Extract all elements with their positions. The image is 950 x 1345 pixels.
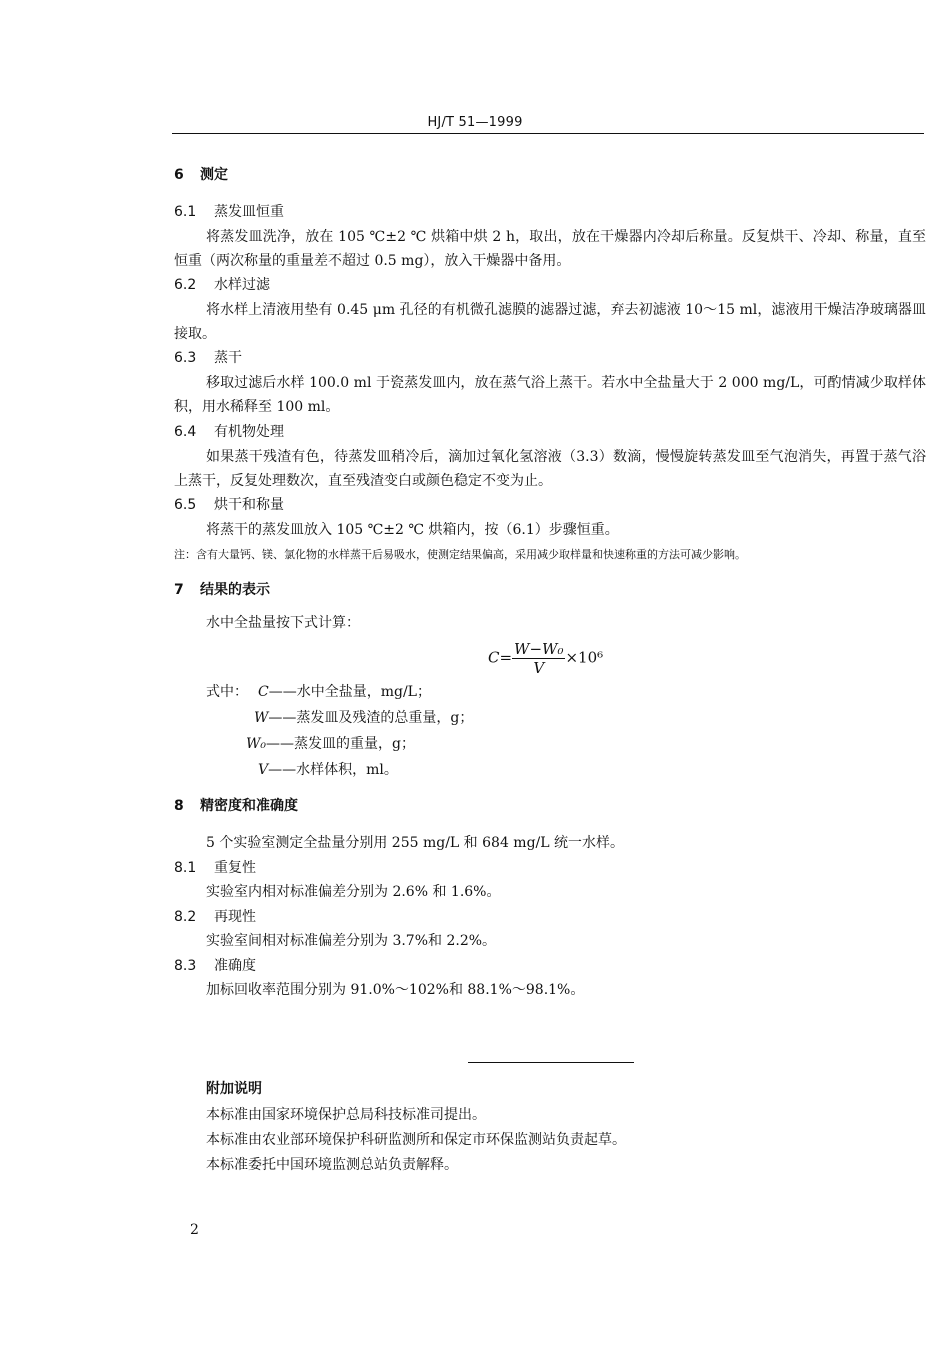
subsection-number: 6.1 [174, 204, 197, 220]
def-desc: ——水中全盐量，mg/L； [268, 684, 431, 700]
section-number: 6 [174, 167, 184, 183]
subsection-title: 水样过滤 [214, 277, 270, 293]
def-symbol: W [254, 710, 269, 726]
subsection-6-4-heading [174, 421, 284, 441]
subsection-title: 准确度 [214, 958, 256, 974]
paragraph-6-3: 移取过滤后水样 100.0 ml 于瓷蒸发皿内，放在蒸气浴上蒸干。若水中全盐量大于 2 000 mg/L，可酌情减少取样体积，用水稀释至 100 ml。 [174, 375, 926, 415]
section-number: 8 [174, 798, 184, 814]
subsection-8-2-heading [174, 906, 256, 926]
subsection-6-1-heading [174, 201, 284, 221]
def-row [258, 759, 398, 779]
appendix-line: 本标准由国家环境保护总局科技标准司提出。 [206, 1107, 486, 1123]
subsection-number: 8.1 [174, 860, 197, 876]
subsection-title: 再现性 [214, 909, 256, 925]
paragraph-8-3: 加标回收率范围分别为 91.0%～102%和 88.1%～98.1%。 [206, 982, 585, 998]
paragraph-8-1: 实验室内相对标准偏差分别为 2.6% 和 1.6%。 [206, 884, 501, 900]
subsection-number: 8.2 [174, 909, 197, 925]
appendix-title: 附加说明 [206, 1081, 262, 1097]
def-desc: ——蒸发皿及残渣的总重量，g； [268, 710, 474, 726]
def-symbol: C [258, 684, 269, 700]
subsection-6-5-heading [174, 494, 284, 514]
subsection-number: 6.4 [174, 424, 197, 440]
page-number: 2 [190, 1222, 199, 1238]
section-title: 测定 [200, 167, 228, 183]
paragraph-6-2: 将水样上清液用垫有 0.45 μm 孔径的有机微孔滤膜的滤器过滤，弃去初滤液 10～15 ml，滤液用干燥洁净玻璃器皿接取。 [174, 302, 926, 342]
subsection-8-1-heading [174, 857, 256, 877]
paragraph-8-2: 实验室间相对标准偏差分别为 3.7%和 2.2%。 [206, 933, 497, 949]
formula-tail: ×10⁶ [565, 648, 604, 667]
note-6-5: 注：含有大量钙、镁、氯化物的水样蒸干后易吸水，使测定结果偏高，采用减少取样量和快速称重的方法可减少影响。 [174, 548, 746, 561]
appendix-line: 本标准由农业部环境保护科研监测所和保定市环保监测站负责起草。 [206, 1132, 626, 1148]
section-number: 7 [174, 582, 184, 598]
subsection-6-3-heading [174, 347, 242, 367]
def-symbol: V [258, 762, 269, 778]
subsection-number: 6.3 [174, 350, 197, 366]
section-7-heading [174, 579, 270, 599]
formula-numerator: W−W₀ [514, 640, 564, 658]
defs-prefix: 式中： [206, 684, 248, 700]
def-symbol: W₀ [246, 736, 267, 752]
formula-lhs: C= [488, 648, 513, 667]
subsection-title: 烘干和称量 [214, 497, 284, 513]
subsection-title: 蒸干 [214, 350, 242, 366]
formula-denominator: V [533, 659, 545, 677]
paragraph-6-5: 将蒸干的蒸发皿放入 105 ℃±2 ℃ 烘箱内，按（6.1）步骤恒重。 [206, 522, 619, 538]
subsection-title: 有机物处理 [214, 424, 284, 440]
def-row [258, 681, 431, 701]
subsection-number: 6.2 [174, 277, 197, 293]
subsection-title: 重复性 [214, 860, 256, 876]
subsection-title: 蒸发皿恒重 [214, 204, 284, 220]
formula-fraction [512, 640, 565, 677]
formula-intro: 水中全盐量按下式计算： [206, 615, 360, 631]
section-8-intro: 5 个实验室测定全盐量分别用 255 mg/L 和 684 mg/L 统一水样。 [206, 835, 625, 851]
paragraph-6-1: 将蒸发皿洗净，放在 105 ℃±2 ℃ 烘箱中烘 2 h，取出，放在干燥器内冷却后称量。反复烘干、冷却、称量，直至恒重（两次称量的重量差不超过 0.5 mg），放入干燥器中备用。 [174, 229, 926, 269]
def-desc: ——水样体积，ml。 [268, 762, 398, 778]
def-desc: ——蒸发皿的重量，g； [266, 736, 415, 752]
header-rule [172, 133, 924, 134]
section-title: 结果的表示 [200, 582, 270, 598]
section-8-heading [174, 795, 298, 815]
section-6-heading [174, 164, 228, 184]
paragraph-6-4: 如果蒸干残渣有色，待蒸发皿稍冷后，滴加过氧化氢溶液（3.3）数滴，慢慢旋转蒸发皿至气泡消失，再置于蒸气浴上蒸干，反复处理数次，直至残渣变白或颜色稳定不变为止。 [174, 449, 926, 489]
formula [488, 640, 603, 677]
def-row [254, 707, 473, 727]
subsection-6-2-heading [174, 274, 270, 294]
appendix-line: 本标准委托中国环境监测总站负责解释。 [206, 1157, 458, 1173]
subsection-number: 8.3 [174, 958, 197, 974]
def-row [246, 733, 415, 753]
section-title: 精密度和准确度 [200, 798, 298, 814]
subsection-8-3-heading [174, 955, 256, 975]
standard-code: HJ/T 51—1999 [427, 115, 523, 130]
end-rule [468, 1062, 634, 1063]
subsection-number: 6.5 [174, 497, 197, 513]
